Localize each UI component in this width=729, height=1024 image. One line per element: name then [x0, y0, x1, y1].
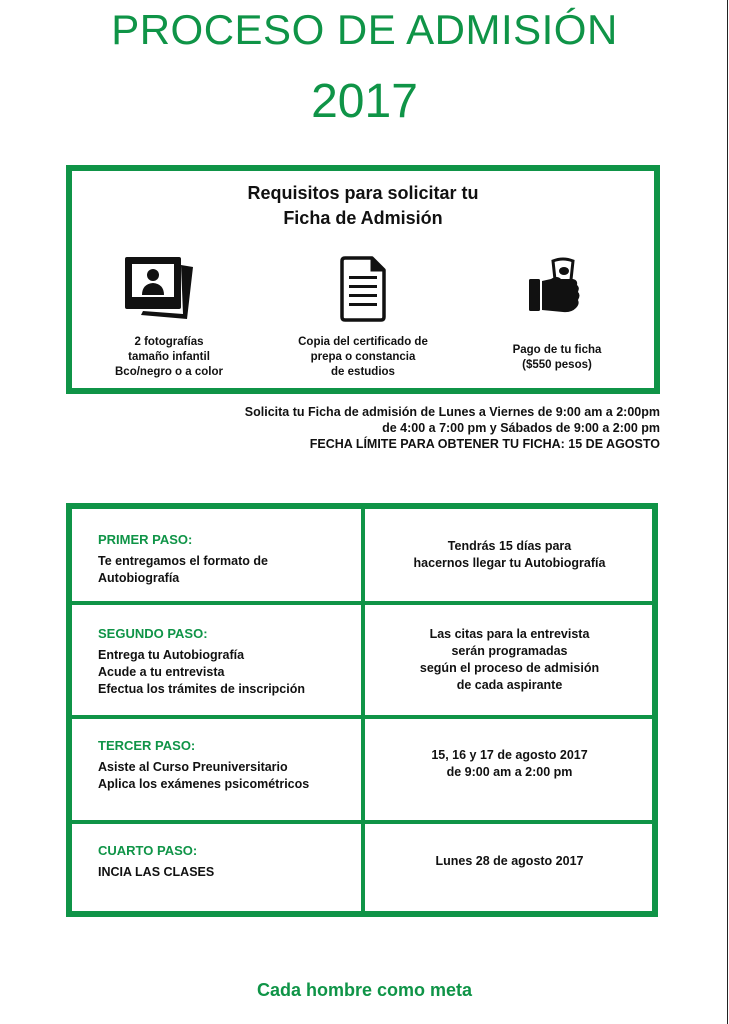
- step-line: Acude a tu entrevista: [98, 665, 225, 679]
- requirements-box: [66, 165, 660, 394]
- schedule-afternoon-saturday: de 4:00 a 7:00 pm y Sábados de 9:00 a 2:00 pm: [382, 421, 660, 435]
- requirement-line: prepa o constancia: [310, 351, 416, 363]
- step-row-4: [72, 824, 652, 911]
- step-4-label: CUARTO PASO:: [98, 843, 198, 858]
- requirements-heading: [72, 181, 654, 231]
- requirement-line: 2 fotografías: [134, 336, 204, 348]
- step-row-1: [72, 509, 652, 601]
- document-icon: [338, 255, 388, 325]
- requirement-line: de estudios: [331, 366, 395, 378]
- photos-icon: [123, 255, 195, 325]
- requirements-list: [72, 255, 654, 380]
- payment-hand-icon: [527, 255, 587, 325]
- step-row-3: [72, 719, 652, 820]
- step-line: Entrega tu Autobiografía: [98, 648, 245, 662]
- step-2-detail: [367, 605, 652, 715]
- detail-line: de cada aspirante: [456, 678, 563, 692]
- detail-line: según el proceso de admisión: [419, 661, 600, 675]
- detail-line: de 9:00 am a 2:00 pm: [446, 764, 573, 779]
- requirement-certificate-text: [298, 335, 428, 380]
- requirement-line: Copia del certificado de: [298, 336, 428, 348]
- step-3-label: TERCER PASO:: [98, 738, 196, 753]
- step-2-label: SEGUNDO PASO:: [98, 626, 208, 641]
- requirement-payment-text: [513, 335, 602, 380]
- step-line: Autobiografía: [98, 571, 180, 585]
- requirement-line: ($550 pesos): [522, 358, 592, 371]
- step-line: Asiste al Curso Preuniversitario: [98, 760, 288, 774]
- requirements-heading-line-2: Ficha de Admisión: [283, 208, 443, 228]
- step-1-detail: [367, 509, 652, 601]
- requirement-certificate: [266, 255, 460, 380]
- step-line: Te entregamos el formato de: [98, 554, 268, 568]
- step-2-description: [98, 625, 358, 698]
- step-row-2: [72, 605, 652, 715]
- step-line: INCIA LAS CLASES: [98, 865, 215, 879]
- requirement-line: tamaño infantil: [128, 351, 210, 363]
- detail-line: Las citas para la entrevista: [429, 627, 590, 641]
- step-4-detail: [367, 818, 652, 905]
- requirements-heading-line-1: Requisitos para solicitar tu: [247, 183, 479, 203]
- detail-line: serán programadas: [451, 644, 568, 658]
- step-3-detail: [367, 713, 652, 814]
- schedule-deadline: FECHA LÍMITE PARA OBTENER TU FICHA: 15 DE AGOSTO: [309, 437, 660, 451]
- schedule-info: [245, 404, 660, 452]
- step-3-description: [98, 737, 358, 793]
- detail-line: hacernos llegar tu Autobiografía: [413, 556, 606, 570]
- detail-line: Lunes 28 de agosto 2017: [435, 854, 584, 868]
- page-year: 2017: [311, 75, 418, 128]
- step-line: Aplica los exámenes psicométricos: [98, 777, 310, 791]
- requirement-payment: [460, 255, 654, 380]
- step-1-description: [98, 531, 358, 587]
- requirement-photos-text: [115, 335, 223, 380]
- requirement-line: Pago de tu ficha: [512, 343, 602, 356]
- step-line: Efectua los trámites de inscripción: [98, 682, 306, 696]
- step-4-description: [98, 842, 358, 881]
- page-edge-line: [727, 0, 728, 1024]
- steps-table: [66, 503, 658, 917]
- schedule-weekdays: Solicita tu Ficha de admisión de Lunes a Viernes de 9:00 am a 2:00pm: [244, 405, 660, 419]
- requirement-line: Bco/negro o a color: [115, 366, 223, 378]
- detail-line: Tendrás 15 días para: [447, 539, 572, 553]
- footer-motto: Cada hombre como meta: [256, 980, 473, 1000]
- requirement-photos: [72, 255, 266, 380]
- detail-line: 15, 16 y 17 de agosto 2017: [431, 747, 588, 762]
- step-1-label: PRIMER PASO:: [98, 532, 193, 547]
- page-title: PROCESO DE ADMISIÓN: [111, 6, 618, 53]
